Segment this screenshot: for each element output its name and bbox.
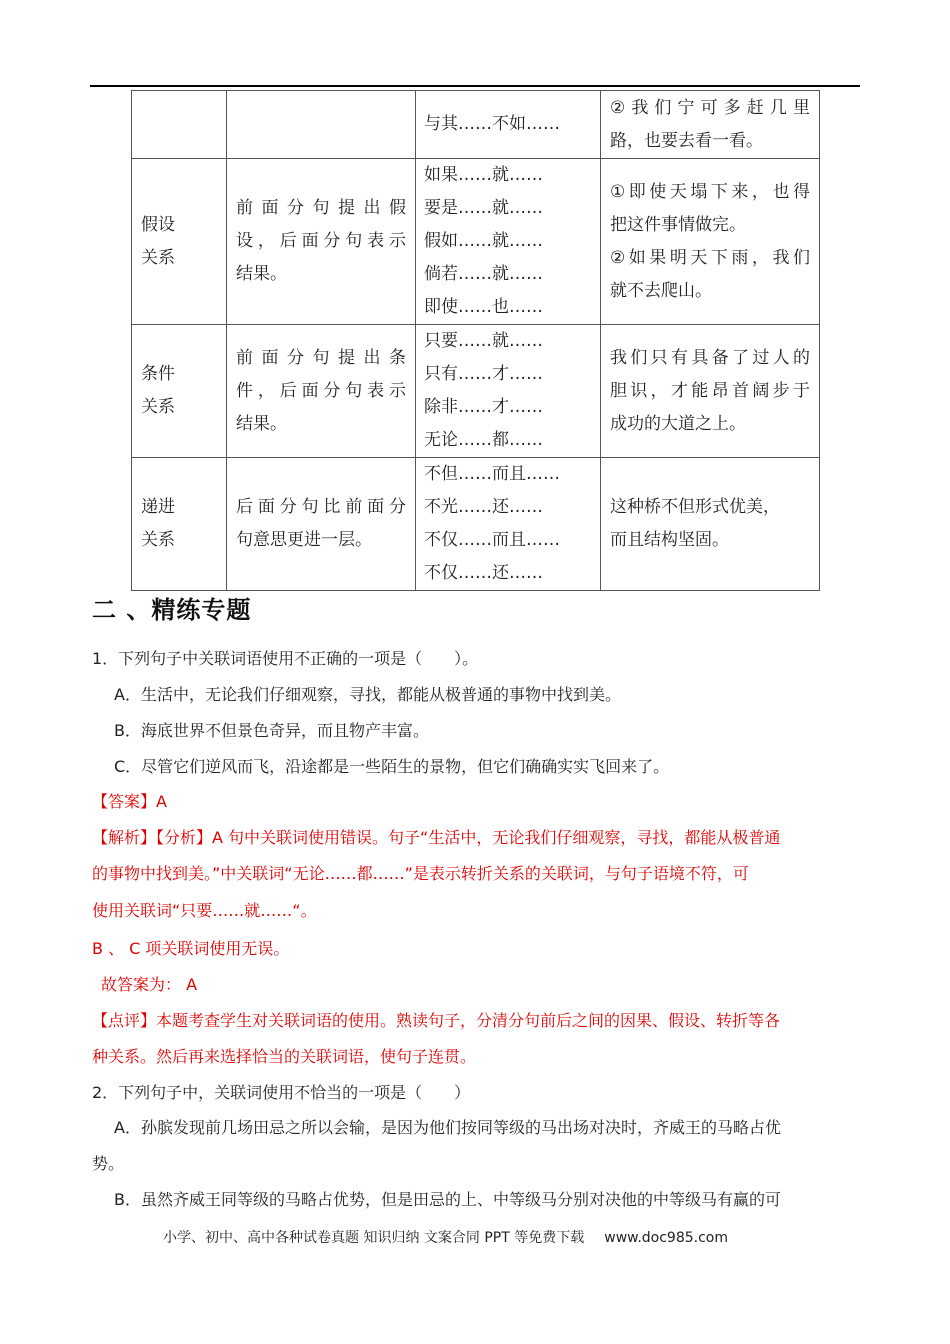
options-bc-note: B 、 C 项关联词使用无误。 [92, 939, 290, 958]
question-1-option-c: C．尽管它们逆风而飞，沿途都是一些陌生的景物，但它们确确实实飞回来了。 [114, 757, 670, 776]
example-cell: 我们只有具备了过人的 胆识，才能昂首阔步于 成功的大道之上。 [601, 325, 820, 458]
relation-desc-cell: 前面分句提出假 设，后面分句表示 结果。 [227, 159, 416, 325]
conjunction-table [131, 90, 820, 591]
table-row [132, 325, 820, 458]
analysis-line: 【解析】【分析】A 句中关联词使用错误。句子“生活中，无论我们仔细观察，寻找，都能从极普通 [92, 828, 781, 847]
relation-type-cell: 假设 关系 [132, 159, 227, 325]
comment-line: 种关系。然后再来选择恰当的关联词语，使句子连贯。 [92, 1047, 477, 1066]
header-rule [90, 85, 860, 87]
conjunction-words-cell: 如果……就…… 要是……就…… 假如……就…… 倘若……就…… 即使……也…… [416, 159, 601, 325]
conjunction-words-cell: 不但……而且…… 不光……还…… 不仅……而且…… 不仅……还…… [416, 458, 601, 591]
example-cell: ②我们宁可多赶几里 路，也要去看一看。 [601, 91, 820, 159]
relation-type-cell: 条件 关系 [132, 325, 227, 458]
final-answer: 故答案为： A [101, 975, 198, 994]
footer-text: 小学、初中、高中各种试卷真题 知识归纳 文案合同 PPT 等免费下载 [163, 1230, 585, 1246]
comment-line: 【点评】本题考查学生对关联词语的使用。熟读句子，分清分句前后之间的因果、假设、转折等各 [92, 1011, 781, 1030]
relation-desc-cell: 前面分句提出条 件，后面分句表示 结果。 [227, 325, 416, 458]
section-title: 二 、精练专题 [92, 596, 252, 624]
relation-desc-cell: 后面分句比前面分 句意思更进一层。 [227, 458, 416, 591]
table-row [132, 91, 820, 159]
relation-type-cell: 递进 关系 [132, 458, 227, 591]
question-2-option-a-cont: 势。 [92, 1154, 125, 1173]
footer-url[interactable]: www.doc985.com [604, 1230, 728, 1246]
question-1-stem: 1．下列句子中关联词语使用不正确的一项是（ ）。 [92, 649, 479, 668]
conjunction-words-cell: 与其……不如…… [416, 91, 601, 159]
example-cell: ①即使天塌下来，也得 把这件事情做完。 ②如果明天下雨，我们 就不去爬山。 [601, 159, 820, 325]
conjunction-words-cell: 只要……就…… 只有……才…… 除非……才…… 无论……都…… [416, 325, 601, 458]
table-row [132, 458, 820, 591]
analysis-line: 使用关联词“只要……就……“。 [92, 901, 317, 920]
question-1-option-b: B．海底世界不但景色奇异，而且物产丰富。 [114, 721, 429, 740]
question-2-option-b: B．虽然齐威王同等级的马略占优势，但是田忌的上、中等级马分别对决他的中等级马有赢的可 [114, 1190, 781, 1209]
page-footer [163, 1227, 728, 1247]
question-2-stem: 2．下列句子中，关联词使用不恰当的一项是（ ） [92, 1083, 471, 1102]
table-row [132, 159, 820, 325]
question-1-option-a: A．生活中，无论我们仔细观察，寻找，都能从极普通的事物中找到美。 [114, 685, 621, 704]
answer-label: 【答案】A [92, 792, 167, 811]
question-2-option-a: A．孙膑发现前几场田忌之所以会输，是因为他们按同等级的马出场对决时，齐威王的马略占优 [114, 1118, 781, 1137]
analysis-line: 的事物中找到美。”中关联词“无论……都……”是表示转折关系的关联词，与句子语境不符，可 [92, 864, 749, 883]
example-cell: 这种桥不但形式优美， 而且结构坚固。 [601, 458, 820, 591]
